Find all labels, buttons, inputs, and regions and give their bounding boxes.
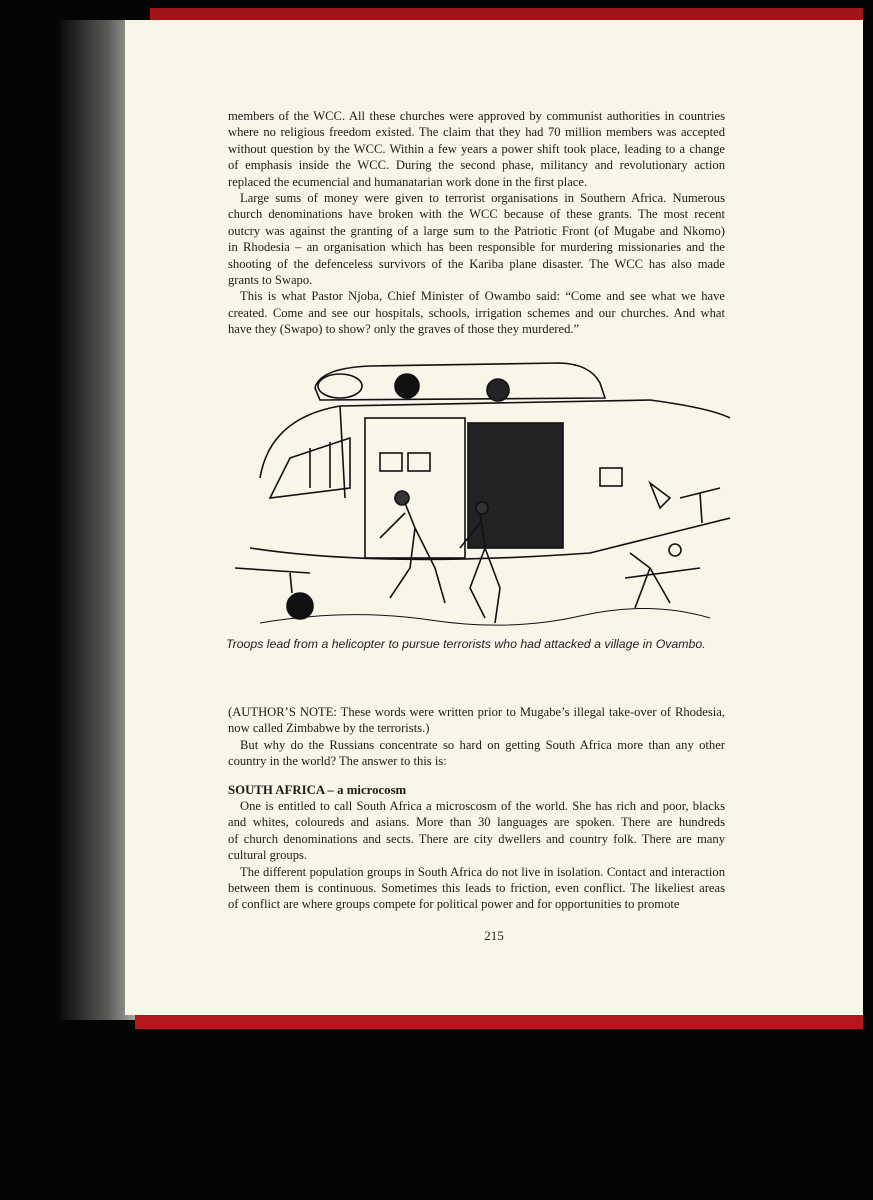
text-line: But why do the Russians concentrate so hard on getting South Africa more than any other — [240, 737, 725, 752]
book-page — [125, 20, 863, 1015]
text-block-top — [228, 108, 725, 337]
text-line: without question by the WCC. Within a few years a power shift took place, leading to a change — [228, 141, 725, 156]
text-line: members of the WCC. All these churches were approved by communist authorities in countries — [228, 109, 725, 123]
text-line: grants to Swapo. — [228, 272, 313, 287]
text-line: outcry was against the granting of a large sum to the Patriotic Front (of Mugabe and Nkomo) — [228, 223, 725, 238]
text-line: where no religious freedom existed. The claim that they had 70 million members was accepted — [228, 125, 725, 140]
text-line: in Rhodesia – an organisation which has been responsible for murdering missionaries and the — [228, 240, 725, 255]
text-line: shooting of the defenceless survivors of the Kariba plane disaster. The WCC has also made — [228, 256, 725, 271]
text-line: replaced the ecumencial and humanatarian work done in the first place. — [228, 174, 588, 189]
section-heading — [228, 782, 725, 798]
figure-caption: Troops lead from a helicopter to pursue terrorists who had attacked a village in Ovambo. — [226, 637, 706, 651]
page-number: 215 — [484, 928, 504, 943]
helicopter-illustration — [230, 338, 730, 628]
text-line: and whites, coloureds and asians. More than 30 languages are spoken. There are hundreds — [228, 815, 725, 830]
text-line: created. Come and see our hospitals, schools, irrigation schemes and our churches. And what — [228, 305, 725, 320]
text-line: (AUTHOR’S NOTE: These words were written prior to Mugabe’s illegal take-over of Rhodesia, — [228, 705, 725, 719]
section-heading-text: SOUTH AFRICA – a microcosm — [228, 783, 407, 797]
text-line: between them is continuous. Sometimes this leads to friction, even conflict. The likeliest areas — [228, 880, 725, 895]
text-line: Large sums of money were given to terrorist organisations in Southern Africa. Numerous — [240, 190, 725, 205]
text-line: of church denominations and sects. There are city dwellers and country folk. There are many — [228, 831, 725, 846]
text-line: One is entitled to call South Africa a microscosm of the world. She has rich and poor, blacks — [240, 799, 725, 813]
text-line: church denominations have broken with the WCC because of these grants. The most recent — [228, 207, 725, 222]
text-line: now called Zimbabwe by the terrorists.) — [228, 721, 430, 736]
text-line: of emphasis inside the WCC. During the second phase, militancy and revolutionary action — [228, 158, 725, 173]
text-line: country in the world? The answer to this is: — [228, 754, 447, 769]
text-line: The different population groups in South Africa do not live in isolation. Contact and interaction — [240, 864, 725, 879]
text-line: cultural groups. — [228, 848, 308, 863]
text-line: have they (Swapo) to show? only the graves of those they murdered.” — [228, 322, 580, 337]
book-cover-edge-bottom — [135, 1013, 863, 1029]
text-block-middle — [228, 704, 725, 770]
text-block-bottom — [228, 798, 725, 913]
text-line: This is what Pastor Njoba, Chief Minister of Owambo said: “Come and see what we have — [240, 289, 725, 304]
text-line: of conflict are where groups compete for political power and for opportunities to promote — [228, 897, 680, 912]
